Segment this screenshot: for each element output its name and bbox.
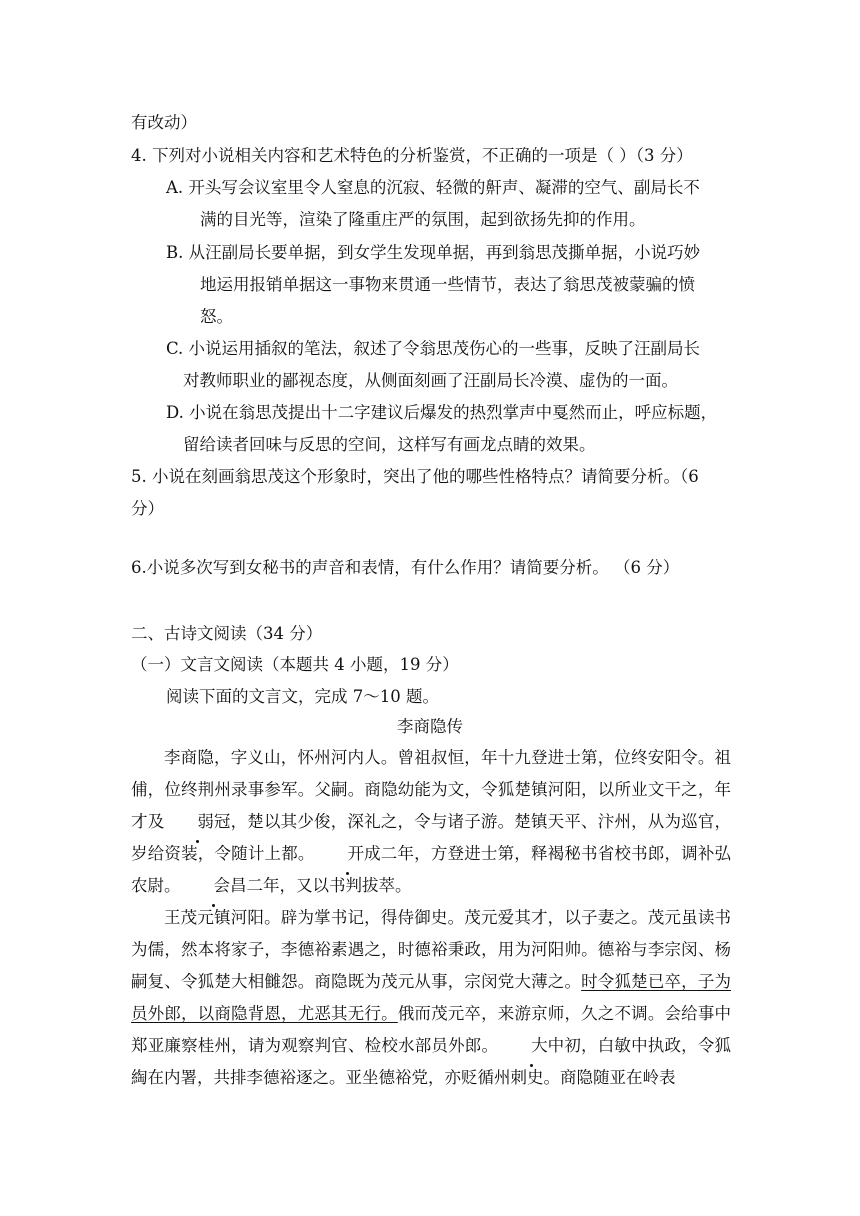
continuation-text: 有改动） bbox=[131, 113, 197, 132]
q4-option-a-line2: 满的目光等，渲染了隆重庄严的氛围，起到欲扬先抑的作用。 bbox=[200, 210, 646, 229]
question-4-stem: 4. 下列对小说相关内容和艺术特色的分析鉴赏，不正确的一项是（ ）（3 分） bbox=[131, 146, 693, 165]
p2-text-b: 俄而茂元卒，来游京师，久之不调。会给事中郑亚廉察桂州，请为观察判官、检校水部员外郎。 bbox=[131, 1004, 732, 1055]
passage-title: 李商隐传 bbox=[397, 717, 463, 736]
q4-option-d-line2: 留给读者回味与反思的空间，这样写有画龙点睛的效果。 bbox=[183, 435, 596, 454]
emphasis-word-huichang: 会昌 bbox=[181, 870, 247, 902]
q4-option-d-line1: D. 小说在翁思茂提出十二字建议后爆发的热烈掌声中戛然而止，呼应标题， bbox=[166, 403, 718, 422]
reading-instruction: 阅读下面的文言文，完成 7～10 题。 bbox=[166, 687, 439, 706]
p2-text-c: 初，白敏中执政，令狐綯在内署，共排李德裕逐之。亚坐德裕党，亦贬循州刺史。商隐随亚在岭表 bbox=[131, 1036, 731, 1087]
p1-text-d: 二年，又以书判拔萃。 bbox=[246, 876, 412, 895]
p1-text-c: 二年，方登进士第，释褐秘书省校书郎，调补弘农尉。 bbox=[131, 844, 731, 895]
q4-option-c-line1: C. 小说运用插叙的笔法，叙述了令翁思茂伤心的一些事，反映了汪副局长 bbox=[166, 339, 701, 358]
q4-option-b-line1: B. 从汪副局长要单据，到女学生发现单据，再到翁思茂撕单据，小说巧妙 bbox=[166, 243, 701, 262]
subsection-heading: （一）文言文阅读（本题共 4 小题，19 分） bbox=[131, 655, 459, 674]
q4-option-c-line2: 对教师职业的鄙视态度，从侧面刻画了汪副局长冷漠、虚伪的一面。 bbox=[183, 371, 678, 390]
q4-option-b-line2: 地运用报销单据这一事物来贯通一些情节，表达了翁思茂被蒙骗的愤 bbox=[200, 275, 695, 294]
emphasis-word-kaicheng: 开成 bbox=[315, 838, 381, 870]
p1-text-a: 李商隐，字义山，怀州河内人。曾祖叔恒，年十九登进士第，位终安阳令。祖俌，位终荆州录事参军。父嗣。商隐幼能为文，令狐楚镇河阳，以所业文干之，年才及 bbox=[131, 748, 731, 831]
question-5-line2: 分） bbox=[131, 499, 164, 518]
emphasis-word-dazhong: 大中 bbox=[498, 1030, 564, 1062]
p2-text-a: 王茂元镇河阳。辟为掌书记，得侍御史。茂元爱其才，以子妻之。茂元虽读书为儒，然本将家子，李德裕素遇之，时德裕秉政，用为河阳帅。德裕与李宗闵、杨嗣复、令狐楚大相雠怨。商隐既为茂元从事，宗闵党大薄之。 bbox=[131, 908, 731, 991]
passage-paragraph-2 bbox=[131, 902, 731, 1094]
section-heading: 二、古诗文阅读（34 分） bbox=[131, 624, 323, 643]
p1-text-b: ，楚以其少俊，深礼之，令与诸子游。楚镇天平、汴州，从为巡官，岁给资装，令随计上都。 bbox=[131, 812, 731, 863]
q4-option-a-line1: A. 开头写会议室里令人窒息的沉寂、轻微的鼾声、凝滞的空气、副局长不 bbox=[166, 178, 700, 197]
passage-paragraph-1 bbox=[131, 742, 731, 902]
emphasis-word-ruoguan: 弱冠 bbox=[164, 806, 230, 838]
question-6: 6.小说多次写到女秘书的声音和表情，有什么作用？请简要分析。 （6 分） bbox=[131, 558, 680, 577]
q4-option-b-line3: 怒。 bbox=[200, 307, 233, 326]
question-5-line1: 5. 小说在刻画翁思茂这个形象时，突出了他的哪些性格特点？请简要分析。（6 bbox=[131, 467, 699, 486]
underlined-sentence: 时令狐楚已卒，子为员外郎，以商隐背恩，尤恶其无行。 bbox=[131, 972, 732, 1023]
